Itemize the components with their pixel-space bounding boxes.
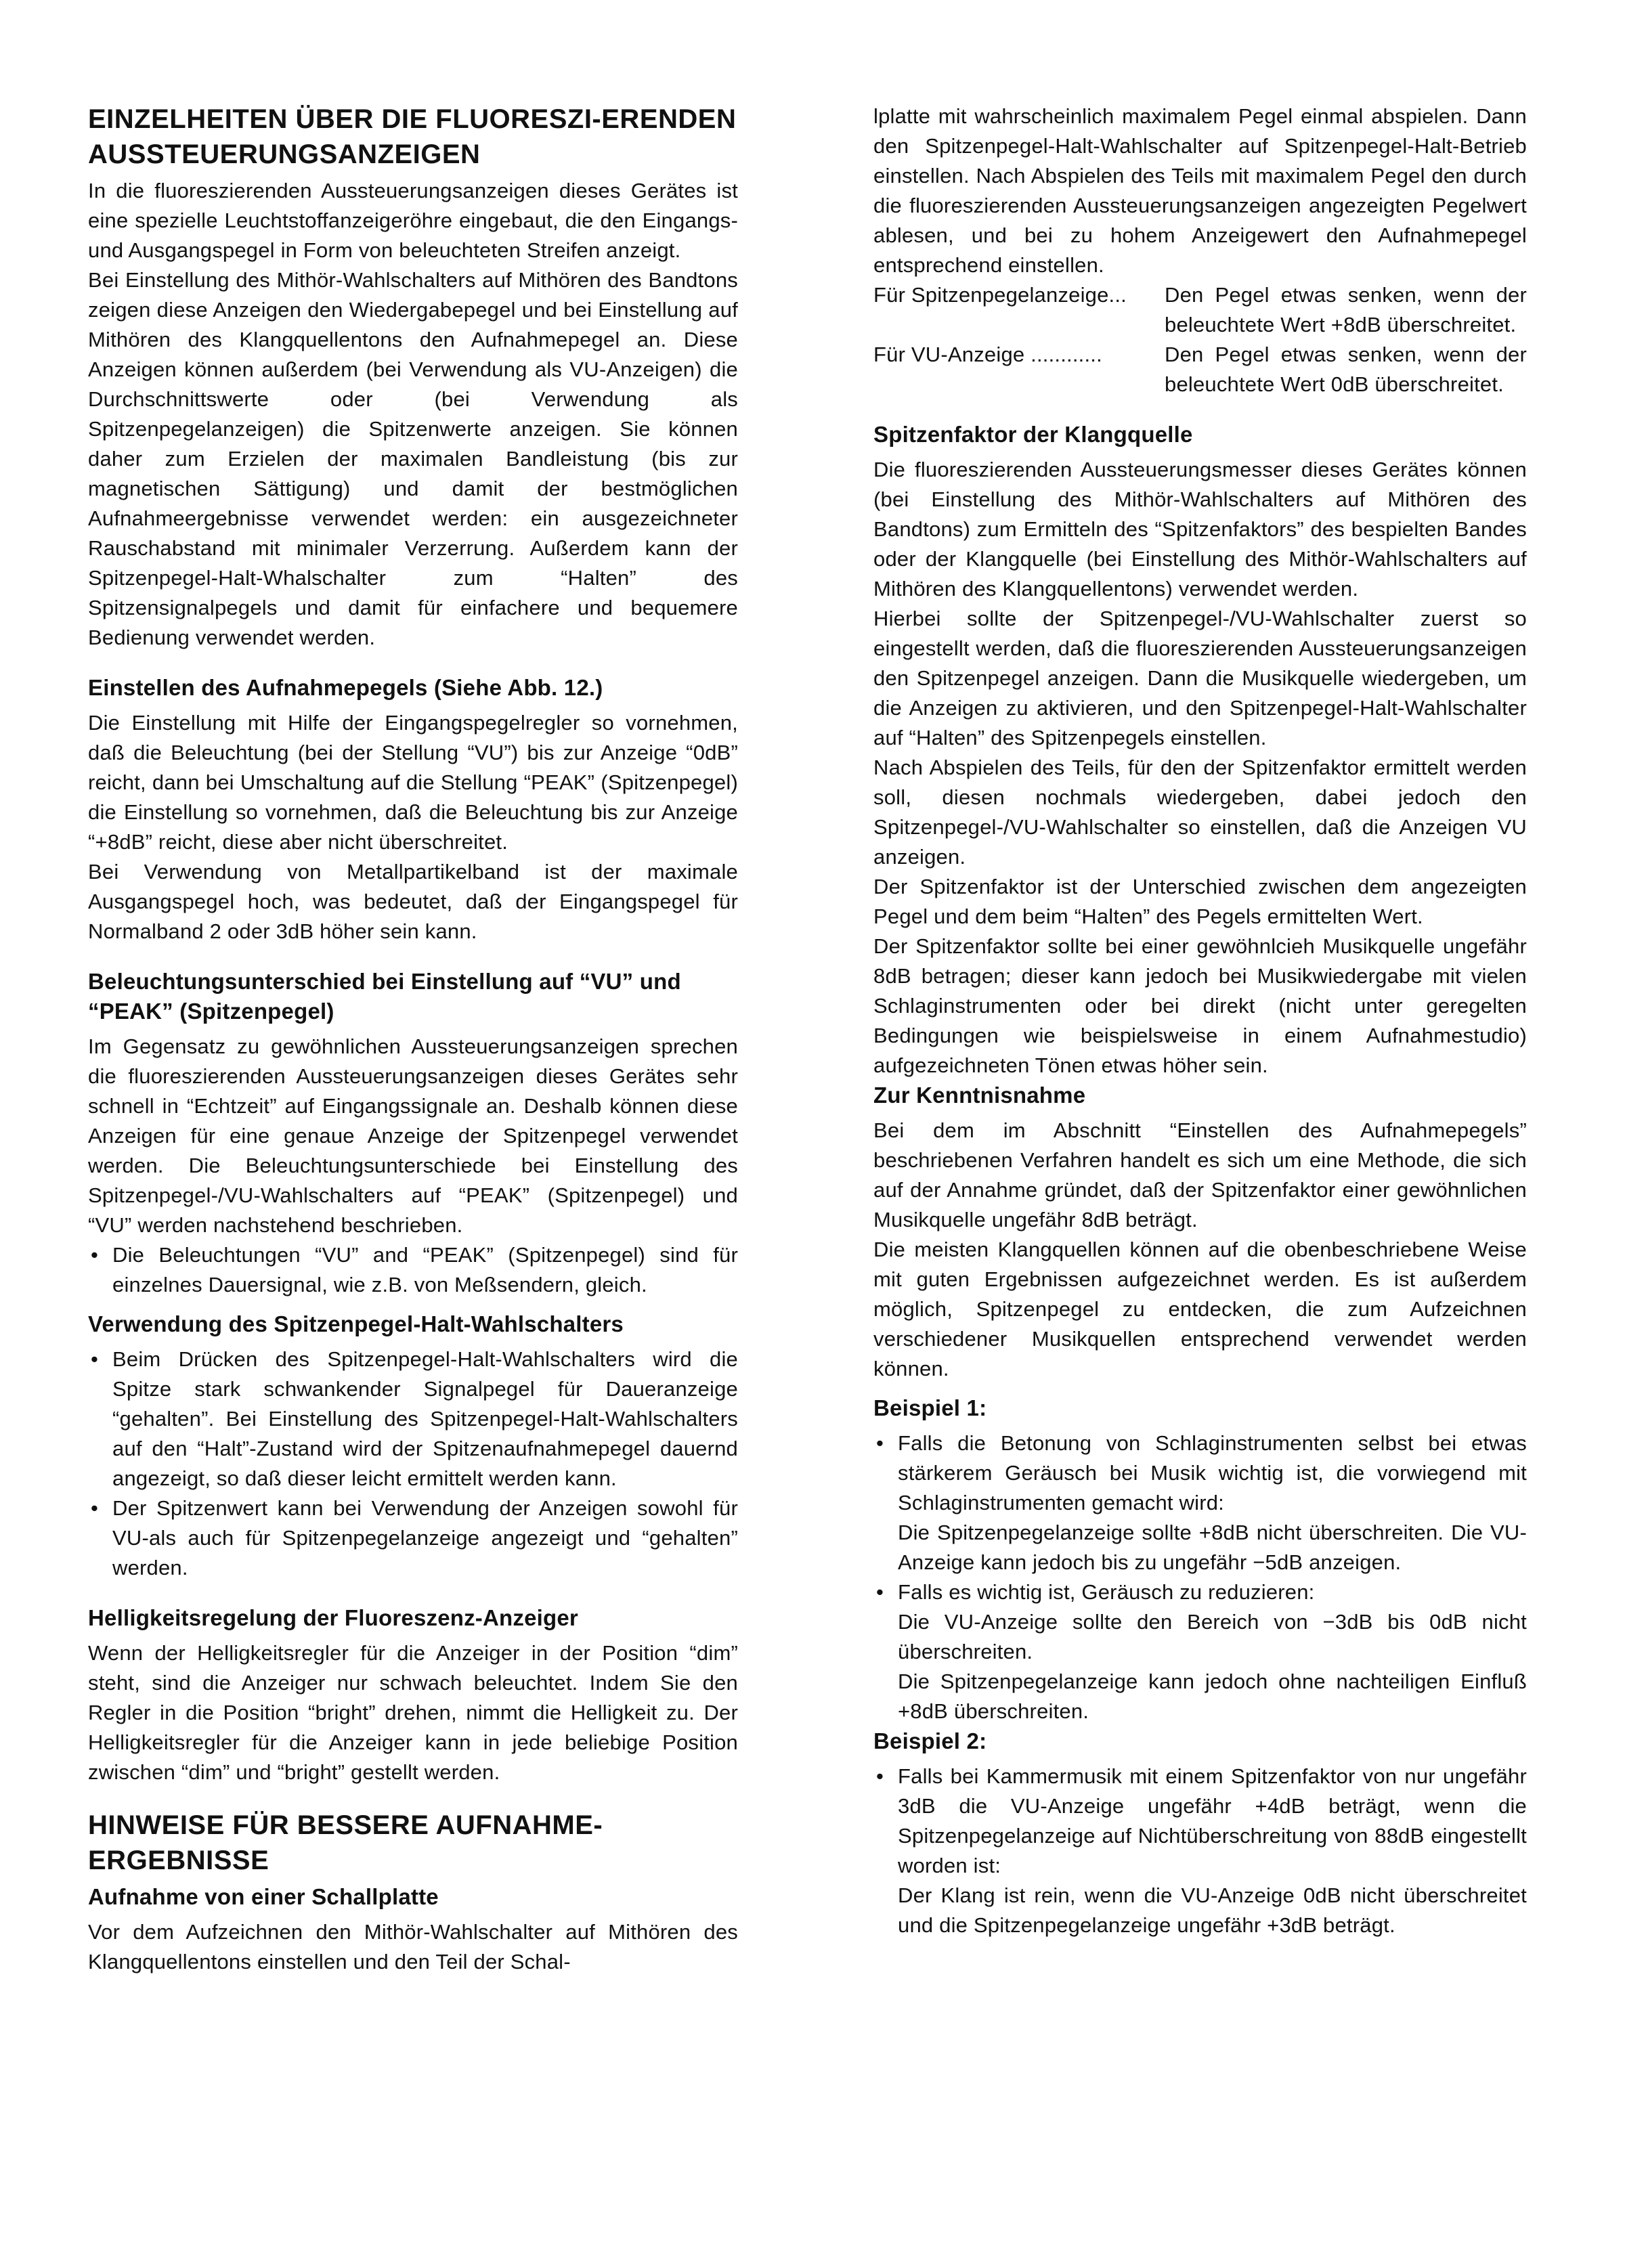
paragraph: Die Einstellung mit Hilfe der Eingangspegelregler so vornehmen, daß die Beleuchtung (bei der Stellung “VU”) bis zur Anzeige “0dB” reicht, dann bei Umschaltung auf die Stellung “PEAK” (Spitzenpegel) die Einstellung so vornehmen, daß die Beleuchtung bis zur Anzeige “+8dB” reicht, diese aber nicht überschreitet. bbox=[88, 711, 738, 854]
heading-helligkeit: Helligkeitsregelung der Fluoreszenz-Anzeiger bbox=[88, 1605, 578, 1630]
paragraph: Bei Verwendung von Metallpartikelband ist der maximale Ausgangspegel hoch, was bedeutet, daß der Eingangspegel für Normalband 2 oder 3dB höher sein kann. bbox=[88, 860, 738, 943]
bullet-icon: • bbox=[876, 1764, 884, 1788]
paragraph: Die fluoreszierenden Aussteuerungsmesser dieses Gerätes können (bei Einstellung des Mithör-Wahlschalters auf Mithören des Bandtons) zum Ermitteln des “Spitzenfaktors” des bespielten Bandes oder der Klangquelle (bei Einstellung des Mithör-Wahlschalters auf Mithören des Klangquellentons) verwendet werden. bbox=[873, 458, 1527, 601]
heading-einstellen: Einstellen des Aufnahmepegels (Siehe Abb. 12.) bbox=[88, 675, 603, 700]
paragraph: lplatte mit wahrscheinlich maximalem Pegel einmal abspielen. Dann den Spitzenpegel-Halt-Wahlschalter auf Spitzenpegel-Halt-Betrieb einstellen. Nach Abspielen des Teils mit maximalem Pegel den durch die fluoreszierenden Aussteuerungsanzeigen angezeigten Pegelwert ablesen, und bei zu hohem Anzeigewert den Aufnahmepegel entsprechend einstellen. bbox=[873, 104, 1527, 277]
definition-desc: Den Pegel etwas senken, wenn der beleuchtete Wert 0dB überschreitet. bbox=[1165, 343, 1527, 396]
paragraph: Vor dem Aufzeichnen den Mithör-Wahlschalter auf Mithören des Klangquellentons einstellen und den Teil der Schal- bbox=[88, 1920, 738, 1973]
paragraph: Bei dem im Abschnitt “Einstellen des Aufnahmepegels” beschriebenen Verfahren handelt es sich um eine Methode, die sich auf der Annahme gründet, daß der Spitzenfaktor einer gewöhnlichen Musikquelle ungefähr 8dB beträgt. bbox=[873, 1118, 1527, 1231]
paragraph: Der Spitzenfaktor ist der Unterschied zwischen dem angezeigten Pegel und dem beim “Halten” des Pegels ermittelten Wert. bbox=[873, 875, 1527, 928]
list-item-text: Falls es wichtig ist, Geräusch zu reduzieren: bbox=[898, 1580, 1315, 1604]
section-title-fluoreszenz: EINZELHEITEN ÜBER DIE FLUORESZI-ERENDEN AUSSTEUERUNGSANZEIGEN bbox=[88, 104, 737, 169]
bullet-icon: • bbox=[876, 1431, 884, 1455]
paragraph: Wenn der Helligkeitsregler für die Anzeiger in der Position “dim” steht, sind die Anzeiger nur schwach beleuchtet. Indem Sie den Regler in die Position “bright” drehen, nimmt die Helligkeit zu. Der Helligkeitsregler für die Anzeiger kann in jede beliebige Position zwischen “dim” und “bright” gestellt werden. bbox=[88, 1641, 738, 1784]
paragraph: In die fluoreszierenden Aussteuerungsanzeigen dieses Gerätes ist eine spezielle Leuchtstoffanzeigeröhre eingebaut, die den Eingangs- und Ausgangspegel in Form von beleuchteten Streifen anzeigt. bbox=[88, 179, 738, 262]
list-item-text: Der Spitzenwert kann bei Verwendung der Anzeigen sowohl für VU-als auch für Spitzenpegelanzeige angezeigt und “gehalten” werden. bbox=[112, 1496, 738, 1579]
heading-kenntnisnahme: Zur Kenntnisnahme bbox=[873, 1083, 1086, 1108]
paragraph: Hierbei sollte der Spitzenpegel-/VU-Wahlschalter zuerst so eingestellt werden, daß die fluoreszierenden Aussteuerungsanzeigen den Spitzenpegel anzeigen. Dann die Musikquelle wiedergeben, um die Anzeigen zu aktivieren, und den Spitzenpegel-Halt-Wahlschalter auf “Halten” des Spitzenpegels einstellen. bbox=[873, 607, 1527, 749]
paragraph: Nach Abspielen des Teils, für den der Spitzenfaktor ermittelt werden soll, diesen nochmals wiedergeben, dabei jedoch den Spitzenpegel-/VU-Wahlschalter so einstellen, daß die Anzeigen VU anzeigen. bbox=[873, 756, 1527, 869]
list-item-text: Falls bei Kammermusik mit einem Spitzenfaktor von nur ungefähr 3dB die VU-Anzeige ungefähr +4dB beträgt, wenn die Spitzenpegelanzeige auf Nichtüberschreitung von 88dB eingestellt worden ist: bbox=[898, 1764, 1527, 1877]
list-item bbox=[88, 1345, 738, 1493]
definition-list bbox=[873, 280, 1527, 399]
list-item bbox=[873, 1577, 1527, 1607]
left-column bbox=[88, 102, 738, 1977]
definition-desc: Den Pegel etwas senken, wenn der beleuchtete Wert +8dB überschreitet. bbox=[1165, 283, 1527, 336]
bullet-icon: • bbox=[91, 1496, 99, 1520]
definition-row bbox=[873, 340, 1527, 399]
list-item-text: Falls die Betonung von Schlaginstrumenten selbst bei etwas stärkerem Geräusch bei Musik wichtig ist, die vorwiegend mit Schlaginstrumenten gemacht wird: bbox=[898, 1431, 1527, 1514]
heading-schallplatte: Aufnahme von einer Schallplatte bbox=[88, 1884, 439, 1909]
list-item bbox=[873, 1762, 1527, 1881]
list-item-text: Die Beleuchtungen “VU” and “PEAK” (Spitzenpegel) sind für einzelnes Dauersignal, wie z.B. von Meßsendern, gleich. bbox=[112, 1243, 738, 1296]
definition-row bbox=[873, 280, 1527, 340]
definition-term: Für VU-Anzeige ............ bbox=[873, 343, 1102, 366]
list-item bbox=[88, 1240, 738, 1300]
paragraph: Die meisten Klangquellen können auf die obenbeschriebene Weise mit guten Ergebnissen aufgezeichnet werden. Es ist außerdem möglich, Spitzenpegel zu entdecken, die zum Aufzeichnen verschiedener Musikquellen entsprechend verwendet werden können. bbox=[873, 1238, 1527, 1380]
paragraph: Bei Einstellung des Mithör-Wahlschalters auf Mithören des Bandtons zeigen diese Anzeigen den Wiedergabepegel und bei Einstellung auf Mithören des Klangquellentons den Aufnahmepegel an. Diese Anzeigen können außerdem (bei Verwendung als VU-Anzeigen) die Durchschnittswerte oder (bei Verwendung als Spitzenpegelanzeigen) die Spitzenwerte anzeigen. Sie können daher zum Erzielen der maximalen Bandleistung (bis zur magnetischen Sättigung) und damit der bestmöglichen Aufnahmeergebnisse verwendet werden: ein ausgezeichneter Rauschabstand mit minimaler Verzerrung. Außerdem kann der Spitzenpegel-Halt-Whalschalter zum “Halten” des Spitzensignalpegels und damit für einfachere und bequemere Bedienung verwendet werden. bbox=[88, 268, 738, 649]
heading-beispiel-1: Beispiel 1: bbox=[873, 1395, 987, 1420]
heading-spitzenfaktor: Spitzenfaktor der Klangquelle bbox=[873, 422, 1193, 447]
paragraph: Der Spitzenfaktor sollte bei einer gewöhnlcieh Musikquelle ungefähr 8dB betragen; dieser kann jedoch bei Musikwiedergabe mit vielen Schlaginstrumenten oder bei direkt (nicht unter geregelten Bedingungen wie beispielsweise in einem Aufnahmestudio) aufgezeichneten Tönen etwas höher sein. bbox=[873, 934, 1527, 1077]
bullet-icon: • bbox=[91, 1243, 99, 1267]
list-item-detail: Die Spitzenpegelanzeige sollte +8dB nicht überschreiten. Die VU-Anzeige kann jedoch bis zu ungefähr −5dB anzeigen. bbox=[898, 1521, 1527, 1574]
list-item bbox=[873, 1429, 1527, 1518]
heading-verwendung: Verwendung des Spitzenpegel-Halt-Wahlschalters bbox=[88, 1311, 624, 1336]
bullet-icon: • bbox=[91, 1347, 99, 1371]
heading-beispiel-2: Beispiel 2: bbox=[873, 1728, 987, 1753]
heading-beleuchtung: Beleuchtungsunterschied bei Einstellung auf “VU” und “PEAK” (Spitzenpegel) bbox=[88, 969, 681, 1024]
definition-term: Für Spitzenpegelanzeige... bbox=[873, 283, 1127, 307]
paragraph: Im Gegensatz zu gewöhnlichen Aussteuerungsanzeigen sprechen die fluoreszierenden Aussteuerungsanzeigen dieses Gerätes sehr schnell in “Echtzeit” auf Eingangssignale an. Deshalb können diese Anzeigen für eine genaue Anzeige der Spitzenpegel verwendet werden. Die Beleuchtungsunterschiede bei Einstellung des Spitzenpegel-/VU-Wahlschalters auf “PEAK” (Spitzenpegel) und “VU” werden nachstehend beschrieben. bbox=[88, 1034, 738, 1237]
right-column bbox=[873, 102, 1527, 1940]
bullet-icon: • bbox=[876, 1580, 884, 1604]
list-item-detail: Der Klang ist rein, wenn die VU-Anzeige 0dB nicht überschreitet und die Spitzenpegelanzeige ungefähr +3dB beträgt. bbox=[898, 1883, 1527, 1937]
list-item-text: Beim Drücken des Spitzenpegel-Halt-Wahlschalters wird die Spitze stark schwankender Signalpegel für Daueranzeige “gehalten”. Bei Einstellung des Spitzenpegel-Halt-Wahlschalters auf den “Halt”-Zustand wird der Spitzenaufnahmepegel dauernd angezeigt, so daß dieser leicht ermittelt werden kann. bbox=[112, 1347, 738, 1490]
list-item-detail: Die Spitzenpegelanzeige kann jedoch ohne nachteiligen Einfluß +8dB überschreiten. bbox=[898, 1670, 1527, 1723]
list-item bbox=[88, 1493, 738, 1583]
list-item-detail: Die VU-Anzeige sollte den Bereich von −3dB bis 0dB nicht überschreiten. bbox=[898, 1610, 1527, 1663]
section-title-hinweise: HINWEISE FÜR BESSERE AUFNAHME-ERGEBNISSE bbox=[88, 1810, 603, 1875]
